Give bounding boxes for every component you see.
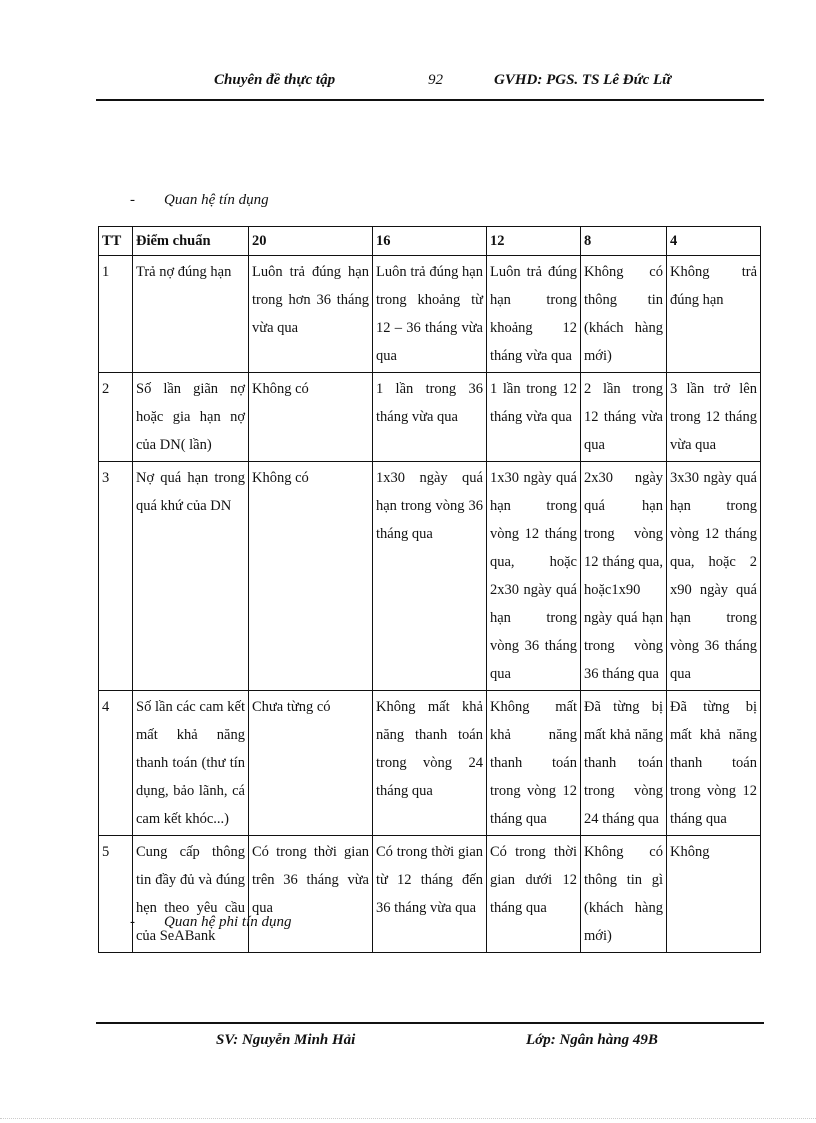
table-cell: 2 xyxy=(99,373,133,462)
page-edge-dots xyxy=(0,1118,816,1119)
table-cell: Luôn trả đúng hạn trong khoảng từ 12 – 36 tháng vừa qua xyxy=(373,256,487,373)
header-cell: 8 xyxy=(581,227,667,256)
header-cell: 12 xyxy=(487,227,581,256)
table-cell: 2x30 ngày quá hạn trong vòng 12 tháng qua, hoặc1x90 ngày quá hạn trong vòng 36 tháng qua xyxy=(581,462,667,691)
section-heading-text: Quan hệ phi tín dụng xyxy=(164,914,292,930)
header-title: Chuyên đề thực tập xyxy=(214,72,336,88)
page-number: 92 xyxy=(428,72,443,88)
header-rule xyxy=(96,99,764,101)
header-cell: 16 xyxy=(373,227,487,256)
page-header xyxy=(96,72,764,98)
header-cell: 20 xyxy=(249,227,373,256)
table-cell: Cung cấp thông tin đầy đủ và đúng hẹn theo yêu cầu của SeABank xyxy=(133,836,249,953)
table-cell: Không xyxy=(667,836,761,953)
table-cell: 3x30 ngày quá hạn trong vòng 12 tháng qua, hoặc 2 x90 ngày quá hạn trong vòng 36 tháng qua xyxy=(667,462,761,691)
table-cell: Không mất khả năng thanh toán trong vòng 24 tháng qua xyxy=(373,691,487,836)
table-cell: Số lần giãn nợ hoặc gia hạn nợ của DN( lần) xyxy=(133,373,249,462)
table-cell: 1 xyxy=(99,256,133,373)
header-advisor: GVHD: PGS. TS Lê Đức Lữ xyxy=(494,72,672,88)
table-cell: 3 lần trở lên trong 12 tháng vừa qua xyxy=(667,373,761,462)
table-cell: Số lần các cam kết mất khả năng thanh toán (thư tín dụng, bảo lãnh, cá cam kết khóc...) xyxy=(133,691,249,836)
table-cell: Đã từng bị mất khả năng thanh toán trong vòng 12 tháng qua xyxy=(667,691,761,836)
table-cell: Đã từng bị mất khả năng thanh toán trong vòng 24 tháng qua xyxy=(581,691,667,836)
section-heading-text: Quan hệ tín dụng xyxy=(164,192,269,208)
table-cell: Luôn trả đúng hạn trong hơn 36 tháng vừa qua xyxy=(249,256,373,373)
table-header-row xyxy=(99,227,761,256)
table-cell: 4 xyxy=(99,691,133,836)
table-cell: 1x30 ngày quá hạn trong vòng 36 tháng qua xyxy=(373,462,487,691)
table-cell: 2 lần trong 12 tháng vừa qua xyxy=(581,373,667,462)
footer-rule xyxy=(96,1022,764,1024)
bullet-dash: - xyxy=(130,192,135,208)
section-heading-credit xyxy=(130,192,269,209)
footer-student: SV: Nguyễn Minh Hải xyxy=(216,1032,356,1048)
table-cell: Trả nợ đúng hạn xyxy=(133,256,249,373)
header-cell: Điểm chuẩn xyxy=(133,227,249,256)
table-cell: Không có thông tin gì (khách hàng mới) xyxy=(581,836,667,953)
table-row xyxy=(99,256,761,373)
bullet-dash: - xyxy=(130,914,135,930)
footer-class: Lớp: Ngân hàng 49B xyxy=(526,1032,658,1048)
table-cell: 1 lần trong 12 tháng vừa qua xyxy=(487,373,581,462)
table-cell: Không có xyxy=(249,373,373,462)
section-heading-noncredit xyxy=(130,914,292,931)
table-cell: Không có thông tin (khách hàng mới) xyxy=(581,256,667,373)
header-cell: 4 xyxy=(667,227,761,256)
table-cell: Không trả đúng hạn xyxy=(667,256,761,373)
table-cell: 1 lần trong 36 tháng vừa qua xyxy=(373,373,487,462)
table-row xyxy=(99,373,761,462)
table-row xyxy=(99,462,761,691)
table-cell: 5 xyxy=(99,836,133,953)
credit-scoring-table xyxy=(98,226,761,953)
table-cell: 1x30 ngày quá hạn trong vòng 12 tháng qua, hoặc 2x30 ngày quá hạn trong vòng 36 tháng qua xyxy=(487,462,581,691)
table-row xyxy=(99,691,761,836)
table-cell: Không mất khả năng thanh toán trong vòng 12 tháng qua xyxy=(487,691,581,836)
table-cell: Nợ quá hạn trong quá khứ của DN xyxy=(133,462,249,691)
table-cell: Có trong thời gian trên 36 tháng vừa qua xyxy=(249,836,373,953)
table-cell: Có trong thời gian từ 12 tháng đến 36 tháng vừa qua xyxy=(373,836,487,953)
table-cell: Luôn trả đúng hạn trong khoảng 12 tháng vừa qua xyxy=(487,256,581,373)
table-cell: Có trong thời gian dưới 12 tháng qua xyxy=(487,836,581,953)
table-cell: Không có xyxy=(249,462,373,691)
table-cell: Chưa từng có xyxy=(249,691,373,836)
table-cell: 3 xyxy=(99,462,133,691)
header-cell: TT xyxy=(99,227,133,256)
table-row xyxy=(99,836,761,953)
